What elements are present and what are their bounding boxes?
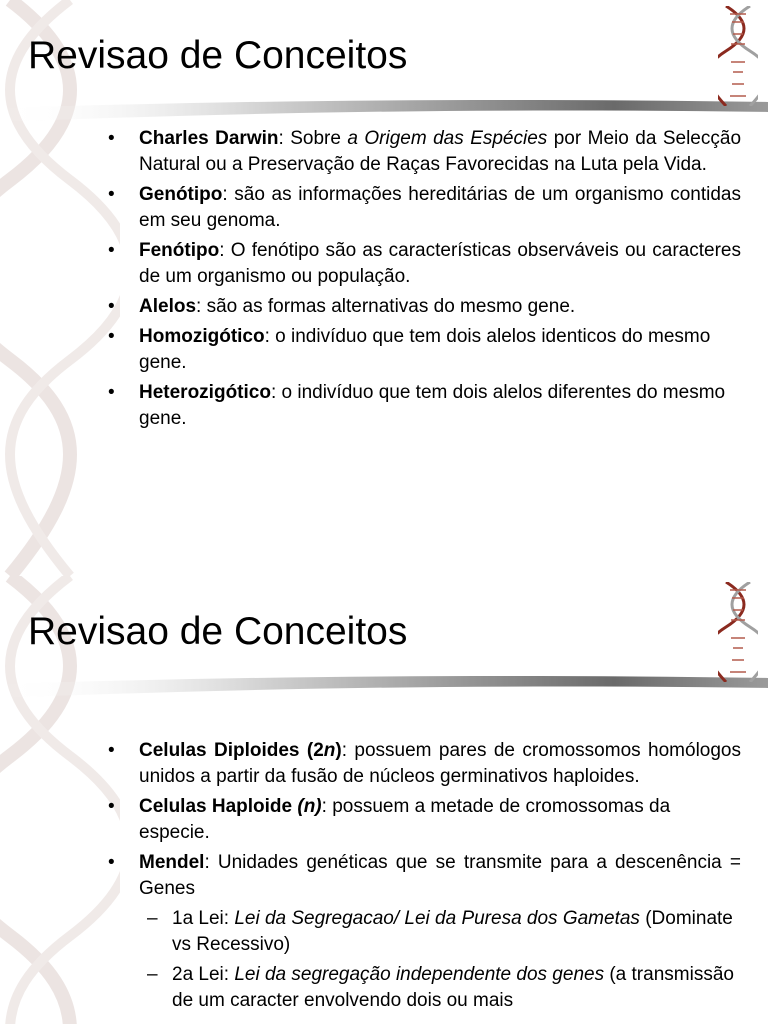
sub-item-2a-lei xyxy=(139,962,741,1014)
background-helix-decoration xyxy=(0,0,120,576)
law-name: Lei da segregação independente dos genes xyxy=(234,964,605,985)
bullet-genotipo xyxy=(108,182,741,234)
bullet-text: : possuem pares de cromossomos homólogos unidos a partir da fusão de núcleos germinativos haploides. xyxy=(139,740,741,787)
bullet-text: : são as informações hereditárias de um organismo contidas em seu genoma. xyxy=(139,184,741,231)
term-label: Charles Darwin xyxy=(139,128,279,149)
book-title: a Origem das Espécies xyxy=(347,128,548,149)
bullet-text: : possuem a metade de cromossomas da especie. xyxy=(139,796,671,843)
slide-title: Revisao de Conceitos xyxy=(28,34,408,77)
bullet-text: : são as formas alternativas do mesmo gene. xyxy=(196,296,576,317)
slide-2 xyxy=(0,576,768,1024)
term-label xyxy=(139,796,322,817)
bullet-text: : O fenótipo são as características observáveis ou caracteres de um organismo ou população. xyxy=(139,240,741,287)
term-label: Alelos xyxy=(139,296,197,317)
term-label: Mendel xyxy=(139,852,205,873)
term-label: Heterozigótico xyxy=(139,382,271,403)
term-italic: (n) xyxy=(297,796,322,817)
dna-icon xyxy=(718,582,758,682)
bullet-homozigotico xyxy=(108,324,741,376)
term-part: Celulas Diploides (2 xyxy=(139,740,324,761)
term-label: Homozigótico xyxy=(139,326,265,347)
bullet-diploides xyxy=(108,738,741,790)
bullet-haploide xyxy=(108,794,741,846)
header-swoosh-decoration xyxy=(0,674,768,714)
bullet-text: : o indivíduo que tem dois alelos identicos do mesmo gene. xyxy=(139,326,711,373)
law-detail: (a transmissão de um caracter envolvendo dois ou mais xyxy=(172,964,734,1011)
bullet-alelos xyxy=(108,294,741,320)
bullet-list xyxy=(108,738,741,1018)
bullet-text: : o indivíduo que tem dois alelos diferentes do mesmo gene. xyxy=(139,382,726,429)
term-label: Genótipo xyxy=(139,184,223,205)
slide-title: Revisao de Conceitos xyxy=(28,610,408,653)
term-label: Fenótipo xyxy=(139,240,220,261)
term-label xyxy=(139,740,342,761)
term-part: Celulas Haploide xyxy=(139,796,298,817)
dna-icon xyxy=(718,6,758,106)
bullet-heterozigotico xyxy=(108,380,741,432)
law-detail: (Dominate vs Recessivo) xyxy=(172,908,733,955)
bullet-fenotipo xyxy=(108,238,741,290)
law-name: Lei da Segregacao/ Lei da Puresa dos Gametas xyxy=(234,908,640,929)
bullet-list xyxy=(108,126,741,436)
bullet-text: por Meio da Selecção Natural ou a Preservação de Raças Favorecidas na Luta pela Vida. xyxy=(139,128,742,175)
bullet-darwin xyxy=(108,126,741,178)
sub-item-1a-lei xyxy=(139,906,741,958)
law-number: 2a Lei: xyxy=(172,964,235,985)
term-part: ) xyxy=(335,740,342,761)
law-number: 1a Lei: xyxy=(172,908,235,929)
sub-list xyxy=(139,906,741,1014)
bullet-text: : Unidades genéticas que se transmite para a descenência = Genes xyxy=(139,852,741,899)
bullet-mendel xyxy=(108,850,741,1014)
term-italic: n xyxy=(323,740,336,761)
bullet-text: : Sobre xyxy=(278,128,348,149)
